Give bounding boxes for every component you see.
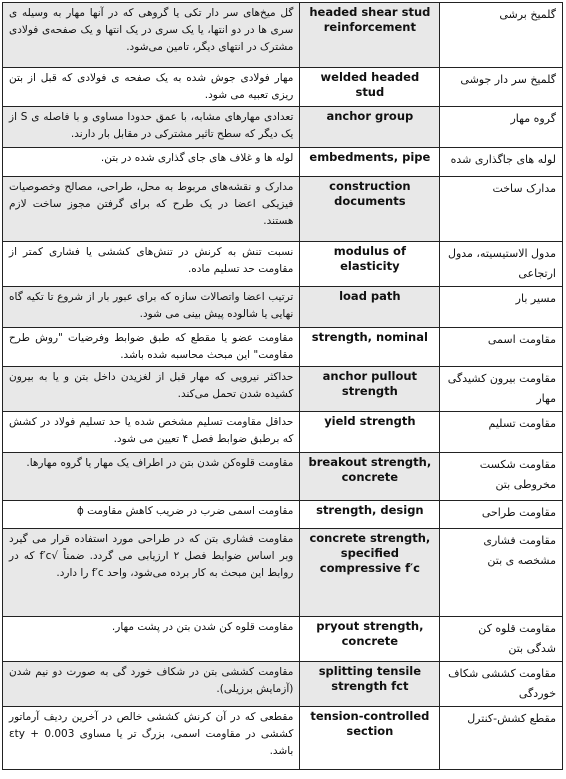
english-term-cell: embedments, pipe — [300, 148, 440, 177]
definition-cell: مقاومت قلوه‌کن شدن بتن در اطراف یک مهار یا گروه مهارها. — [3, 453, 300, 501]
definition-cell: گل میخ‌های سر دار تکی یا گروهی که در آنها مهار به وسیله ی سری ها در دو انتها، یا یک سری در یک انتها و یک صفحه‌ی فولادی مشترک در انتهای دیگر، تامین می‌شود. — [3, 3, 300, 68]
table-row — [3, 3, 563, 68]
english-term-cell: anchor group — [300, 107, 440, 148]
table-row — [3, 501, 563, 529]
table-row — [3, 68, 563, 107]
english-term-cell: welded headed stud — [300, 68, 440, 107]
english-term-cell: yield strength — [300, 412, 440, 453]
table-row — [3, 148, 563, 177]
english-term-cell: concrete strength, specified compressive f′c — [300, 529, 440, 617]
persian-term-cell: مقاومت شکست مخروطی بتن — [440, 453, 563, 501]
persian-term-cell: مقطع کشش-کنترل — [440, 707, 563, 770]
definition-cell: ترتیب اعضا واتصالات سازه که برای عبور بار از شروع تا تکیه گاه نهایی یا شالوده پیش بینی می شود. — [3, 287, 300, 328]
persian-term-cell: مقاومت قلوه کن شدگی بتن — [440, 617, 563, 662]
definition-cell: نسبت تنش به کرنش در تنش‌های کششی یا فشاری کمتر از مقاومت حد تسلیم ماده. — [3, 242, 300, 287]
definition-cell: حداکثر نیرویی که مهار قبل از لغزیدن داخل بتن و یا به بیرون کشیده شدن تحمل می‌کند. — [3, 367, 300, 412]
table-row — [3, 367, 563, 412]
definition-cell: مهار فولادی جوش شده به یک صفحه ی فولادی که قبل از بتن ریزی تعبیه می شود. — [3, 68, 300, 107]
glossary-table — [2, 2, 563, 770]
persian-term-cell: مدارک ساخت — [440, 177, 563, 242]
definition-cell: مقاومت کششی بتن در شکاف خورد گی به صورت دو نیم شدن (آزمایش برزیلی). — [3, 662, 300, 707]
english-term-cell: headed shear stud reinforcement — [300, 3, 440, 68]
table-row — [3, 707, 563, 770]
table-row — [3, 662, 563, 707]
table-row — [3, 617, 563, 662]
persian-term-cell: مقاومت اسمی — [440, 328, 563, 367]
english-term-cell: pryout strength, concrete — [300, 617, 440, 662]
table-row — [3, 328, 563, 367]
persian-term-cell: مقاومت فشاری مشخصه ی بتن — [440, 529, 563, 617]
english-term-cell: strength, nominal — [300, 328, 440, 367]
definition-cell: لوله ها و غلاف های جای گذاری شده در بتن. — [3, 148, 300, 177]
persian-term-cell: مقاومت طراحی — [440, 501, 563, 529]
english-term-cell: load path — [300, 287, 440, 328]
persian-term-cell: مقاومت تسلیم — [440, 412, 563, 453]
definition-cell: حداقل مقاومت تسلیم مشخص شده یا حد تسلیم فولاد در کشش که برطبق ضوابط فصل ۴ تعیین می شود. — [3, 412, 300, 453]
persian-term-cell: گروه مهار — [440, 107, 563, 148]
definition-cell: مدارک و نقشه‌های مربوط به محل، طراحی، مصالح وخصوصیات فیزیکی اعضا در یک طرح که برای گرفتن مجوز ساخت لازم هستند. — [3, 177, 300, 242]
table-row — [3, 453, 563, 501]
table-row — [3, 107, 563, 148]
definition-cell: مقاومت اسمی ضرب در ضریب کاهش مقاومت ϕ — [3, 501, 300, 529]
english-term-cell: strength, design — [300, 501, 440, 529]
persian-term-cell: مسیر بار — [440, 287, 563, 328]
table-row — [3, 412, 563, 453]
definition-cell: مقاومت عضو یا مقطع که طبق ضوابط وفرضیات "روش طرح مقاومت" این مبحث محاسبه شده باشد. — [3, 328, 300, 367]
table-row — [3, 242, 563, 287]
table-row — [3, 287, 563, 328]
english-term-cell: splitting tensile strength fct — [300, 662, 440, 707]
persian-term-cell: مقاومت کششی شکاف خوردگی — [440, 662, 563, 707]
persian-term-cell: مقاومت بیرون کشیدگی مهار — [440, 367, 563, 412]
english-term-cell: tension-controlled section — [300, 707, 440, 770]
persian-term-cell: لوله های جاگذاری شده — [440, 148, 563, 177]
persian-term-cell: گلمیخ برشی — [440, 3, 563, 68]
english-term-cell: breakout strength, concrete — [300, 453, 440, 501]
glossary-body — [3, 3, 563, 770]
english-term-cell: anchor pullout strength — [300, 367, 440, 412]
table-row — [3, 529, 563, 617]
persian-term-cell: گلمیخ سر دار جوشی — [440, 68, 563, 107]
definition-cell: تعدادی مهارهای مشابه، با عمق حدودا مساوی و با فاصله ی S از یک دیگر که سطح تاثیر مشترکی در مقابل بار دارند. — [3, 107, 300, 148]
definition-cell: مقاومت فشاری بتن که در طراحی مورد استفاده قرار می گیرد وبر اساس ضوابط فصل ۲ ارزیابی می گردد. ضمناً √f′c که در روابط این مبحث به کار برده می‌شود، واحد f′c را دارد. — [3, 529, 300, 617]
english-term-cell: construction documents — [300, 177, 440, 242]
english-term-cell: modulus of elasticity — [300, 242, 440, 287]
definition-cell: مقاومت قلوه کن شدن بتن در پشت مهار. — [3, 617, 300, 662]
table-row — [3, 177, 563, 242]
persian-term-cell: مدول الاستیسیته، مدول ارتجاعی — [440, 242, 563, 287]
definition-cell: مقطعی که در آن کرنش کششی خالص در آخرین ردیف آرماتور کششی در مقاومت اسمی، بزرگ تر یا مساوی εty + 0.003 باشد. — [3, 707, 300, 770]
